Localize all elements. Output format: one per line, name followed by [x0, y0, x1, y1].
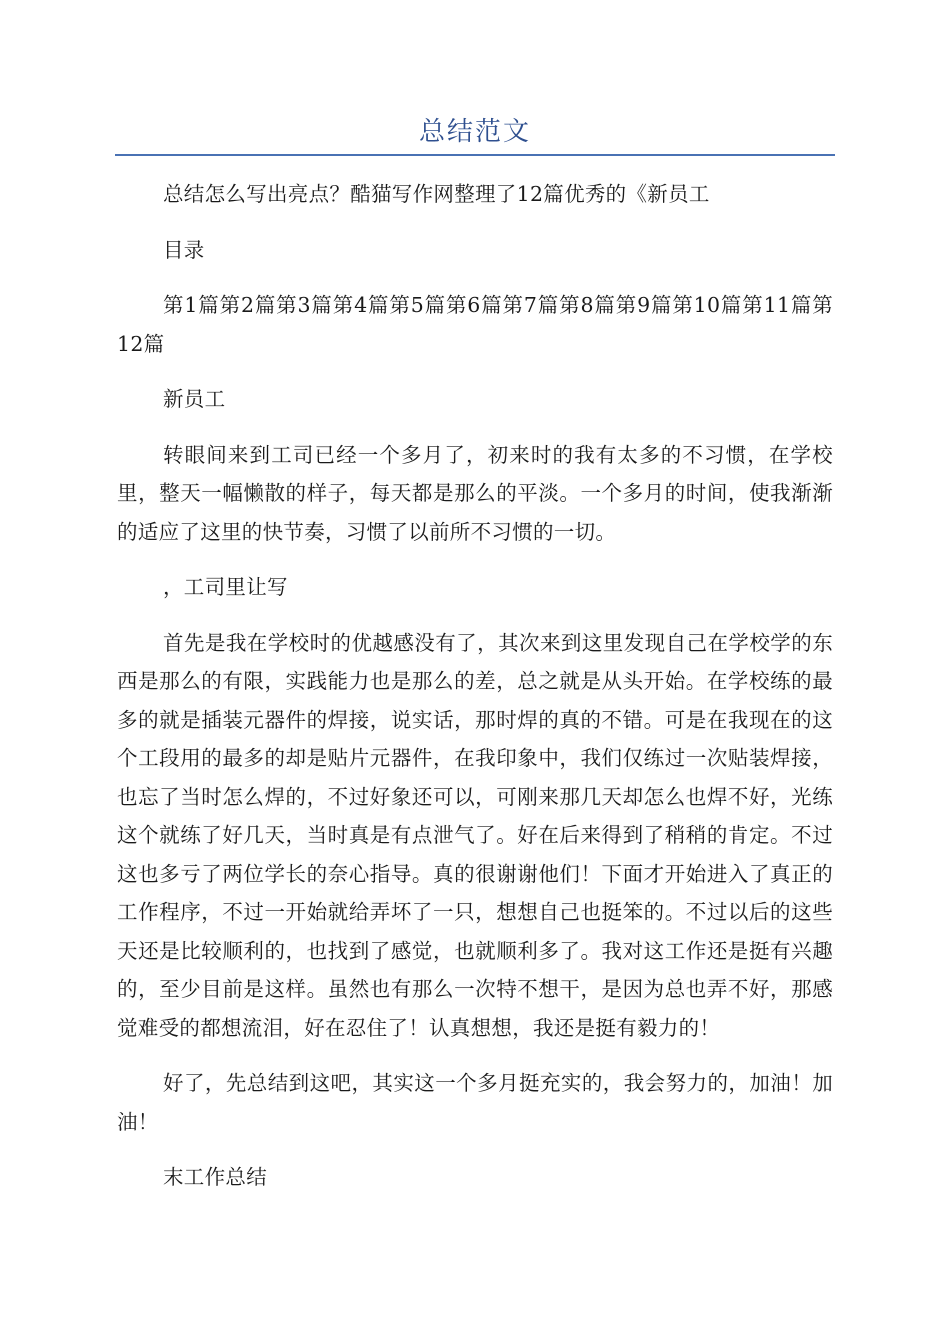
body-paragraph: 好了，先总结到这吧，其实这一个多月挺充实的，我会努力的，加油！加油！: [117, 1071, 833, 1134]
body-paragraph: 首先是我在学校时的优越感没有了，其次来到这里发现自己在学校学的东西是那么的有限，实践能力也是那么的差，总之就是从头开始。在学校练的最多的就是插装元器件的焊接，说实话，那时焊的真的不错。可是在我现在的这个工段用的最多的却是贴片元器件，在我印象中，我们仅练过一次贴装焊接，也忘了当时怎么焊的，不过好象还可以，可刚来那几天却怎么也焊不好，光练这个就练了好几天，当时真是有点泄气了。好在后来得到了稍稍的肯定。不过这也多亏了两位学长的奈心指导。真的很谢谢他们！下面才开始进入了真正的工作程序，不过一开始就给弄坏了一只，想想自己也挺笨的。不过以后的这些天还是比较顺利的，也找到了感觉，也就顺利多了。我对这工作还是挺有兴趣的，至少目前是这样。虽然也有那么一次特不想干，是因为总也弄不好，那感觉难受的都想流泪，好在忍住了！认真想想，我还是挺有毅力的！: [117, 630, 833, 1040]
section-heading: 末工作总结: [163, 1165, 267, 1189]
document-title: 总结范文: [418, 117, 531, 147]
intro-paragraph: 总结怎么写出亮点？酷猫写作网整理了12篇优秀的《新员工: [163, 182, 710, 206]
toc-heading: 目录: [163, 237, 205, 262]
document-body: [117, 175, 833, 1214]
title-underline: [115, 154, 835, 156]
body-paragraph: ，工司里让写: [163, 575, 288, 599]
toc-list: 第1篇第2篇第3篇第4篇第5篇第6篇第7篇第8篇第9篇第10篇第11篇第12篇: [117, 293, 833, 356]
section-heading: 新员工: [163, 387, 226, 411]
body-paragraph: 转眼间来到工司已经一个多月了，初来时的我有太多的不习惯，在学校里，整天一幅懒散的样子，每天都是那么的平淡。一个多月的时间，使我渐渐的适应了这里的快节奏，习惯了以前所不习惯的一切。: [117, 442, 833, 544]
